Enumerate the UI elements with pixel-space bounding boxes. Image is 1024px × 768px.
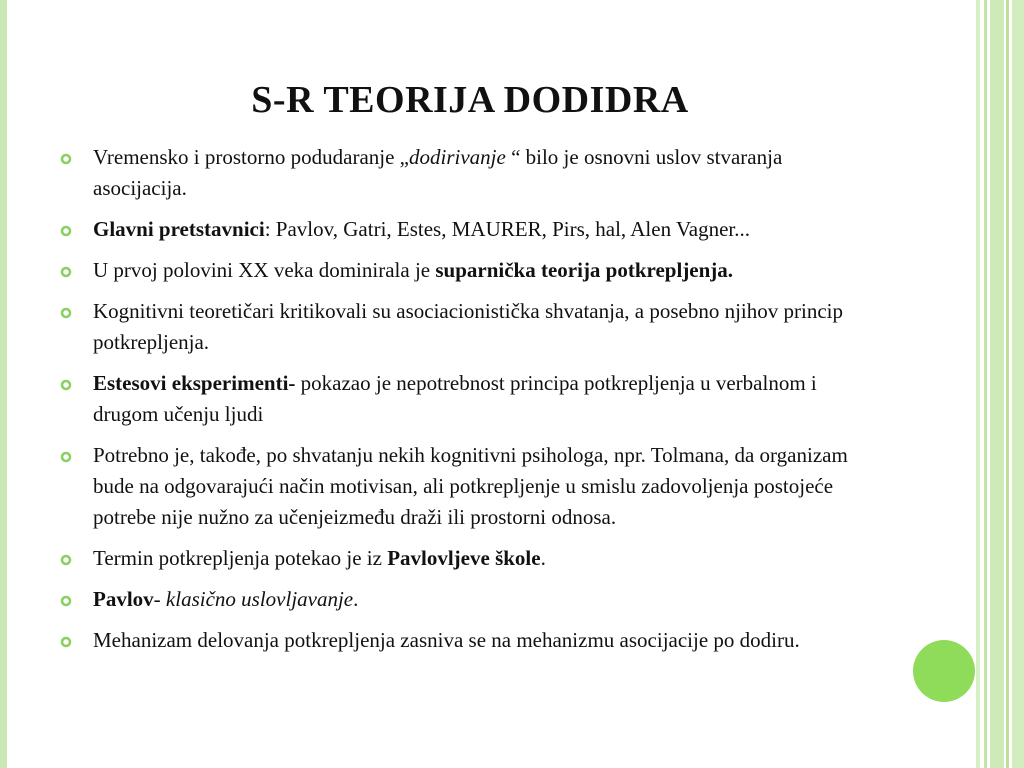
ring-bullet-icon — [60, 451, 72, 463]
ring-bullet-icon — [60, 595, 72, 607]
text-run: Potrebno je, takođe, po shvatanju nekih kognitivni psihologa, npr. Tolmana, da organizam bude na odgovarajući način motivisan, ali potkrepljenje u smislu zadovoljenja postojeće potrebe nije nužno za učenjeizmeđu draži ili prostorni odnosa. — [93, 443, 848, 529]
text-run: Vremensko i prostorno podudaranje „ — [93, 145, 409, 169]
list-item-text — [93, 546, 546, 570]
text-run: Termin potkrepljenja potekao je iz — [93, 546, 388, 570]
text-run: Pavlovljeve škole — [387, 546, 541, 570]
ring-bullet-icon — [60, 307, 72, 319]
text-run: : Pavlov, Gatri, Estes, MAURER, Pirs, hal, Alen Vagner... — [264, 217, 751, 241]
list-item — [60, 543, 880, 574]
list-item-text — [93, 258, 733, 282]
list-item-text — [93, 628, 800, 652]
text-run: klasično uslovljavanje — [165, 587, 354, 611]
text-run: . — [353, 587, 359, 611]
stripe — [1006, 0, 1009, 768]
list-item-text — [93, 371, 817, 426]
list-item — [60, 584, 880, 615]
ring-bullet-icon — [60, 266, 72, 278]
ring-bullet-icon — [60, 379, 72, 391]
right-stripes-decoration — [976, 0, 1024, 768]
list-item — [60, 255, 880, 286]
text-run: Kognitivni teoretičari kritikovali su asociacionistička shvatanja, a posebno njihov princip potkrepljenja. — [93, 299, 843, 354]
text-run: “ bilo je osnovni uslov stvaranja asocijacija. — [93, 145, 783, 200]
list-item — [60, 440, 880, 533]
text-run: pokazao je nepotrebnost principa potkrepljenja u verbalnom i drugom učenju ljudi — [93, 371, 817, 426]
bullet-list — [60, 142, 880, 666]
stripe — [976, 0, 980, 768]
text-run: Pavlov — [93, 587, 154, 611]
text-run: Mehanizam delovanja potkrepljenja zasniva se na mehanizmu asocijacije po dodiru. — [93, 628, 800, 652]
ring-bullet-icon — [60, 636, 72, 648]
list-item-text — [93, 299, 843, 354]
stripe — [1012, 0, 1024, 768]
list-item-text — [93, 217, 750, 241]
list-item — [60, 296, 880, 358]
list-item — [60, 142, 880, 204]
text-run: Estesovi eksperimenti- — [93, 371, 296, 395]
list-item-text — [93, 443, 848, 529]
text-run: suparnička teorija potkrepljenja. — [435, 258, 734, 282]
ring-bullet-icon — [60, 153, 72, 165]
text-run: - — [153, 587, 166, 611]
list-item — [60, 214, 880, 245]
green-circle-icon — [913, 640, 975, 702]
stripe — [990, 0, 1004, 768]
text-run: dodirivanje — [408, 145, 506, 169]
ring-bullet-icon — [60, 225, 72, 237]
list-item-text — [93, 587, 358, 611]
text-run: Glavni pretstavnici — [93, 217, 265, 241]
text-run: . — [540, 546, 546, 570]
stripe — [984, 0, 987, 768]
slide-title: S-R TEORIJA DODIDRA — [251, 79, 689, 121]
list-item — [60, 368, 880, 430]
list-item-text — [93, 145, 782, 200]
list-item — [60, 625, 880, 656]
text-run: U prvoj polovini XX veka dominirala je — [93, 258, 436, 282]
ring-bullet-icon — [60, 554, 72, 566]
